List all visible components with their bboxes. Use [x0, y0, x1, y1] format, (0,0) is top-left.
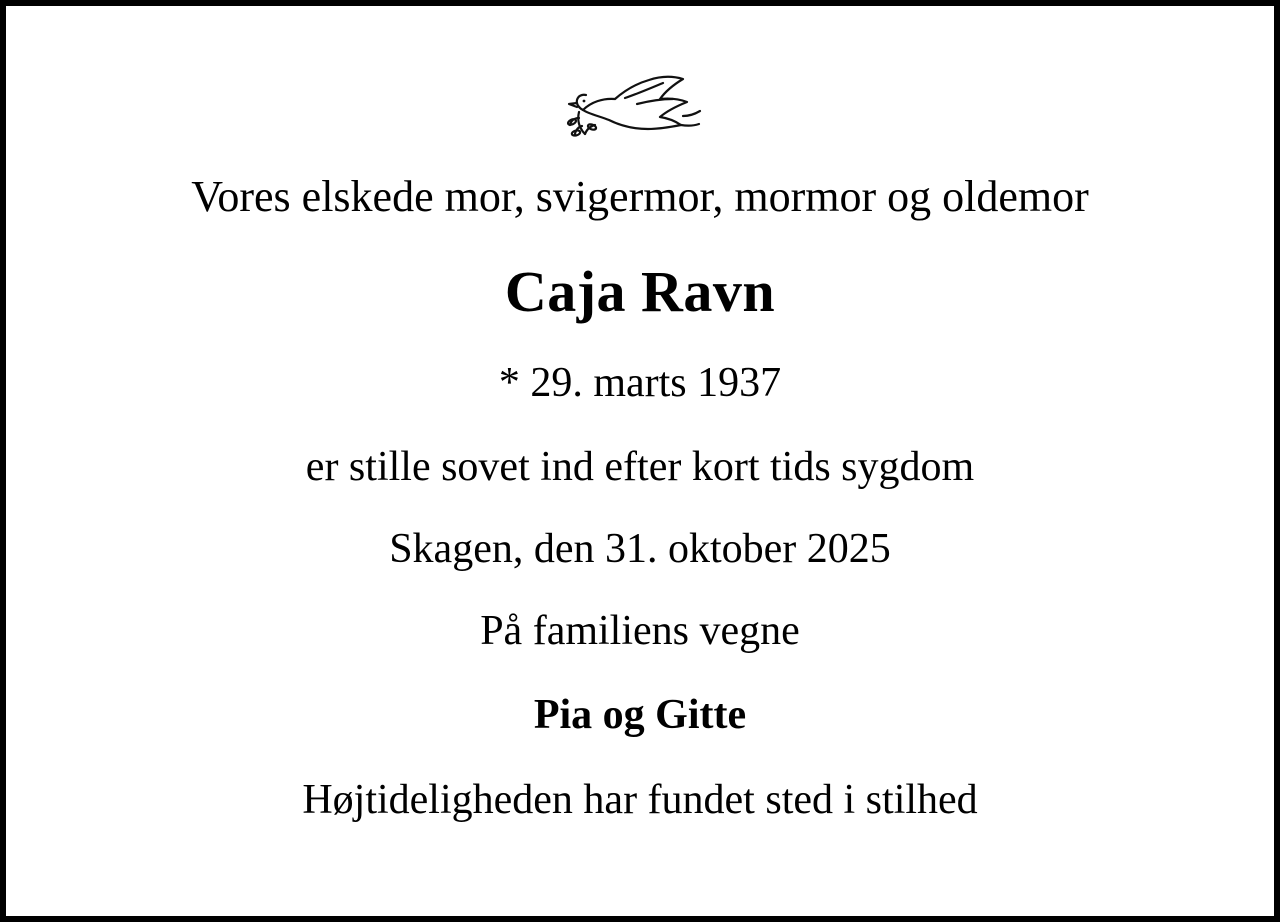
ceremony-line: Højtideligheden har fundet sted i stilhed [302, 776, 978, 823]
dove-icon [560, 50, 720, 158]
on-behalf-line: På familiens vegne [480, 608, 800, 655]
deceased-name: Caja Ravn [504, 259, 776, 325]
place-date-line: Skagen, den 31. oktober 2025 [389, 526, 891, 573]
passing-line: er stille sovet ind efter kort tids sygdom [305, 444, 975, 491]
signers-line: Pia og Gitte [533, 692, 747, 739]
intro-line: Vores elskede mor, svigermor, mormor og oldemor [191, 172, 1089, 221]
birth-date-line: * 29. marts 1937 [498, 360, 782, 407]
